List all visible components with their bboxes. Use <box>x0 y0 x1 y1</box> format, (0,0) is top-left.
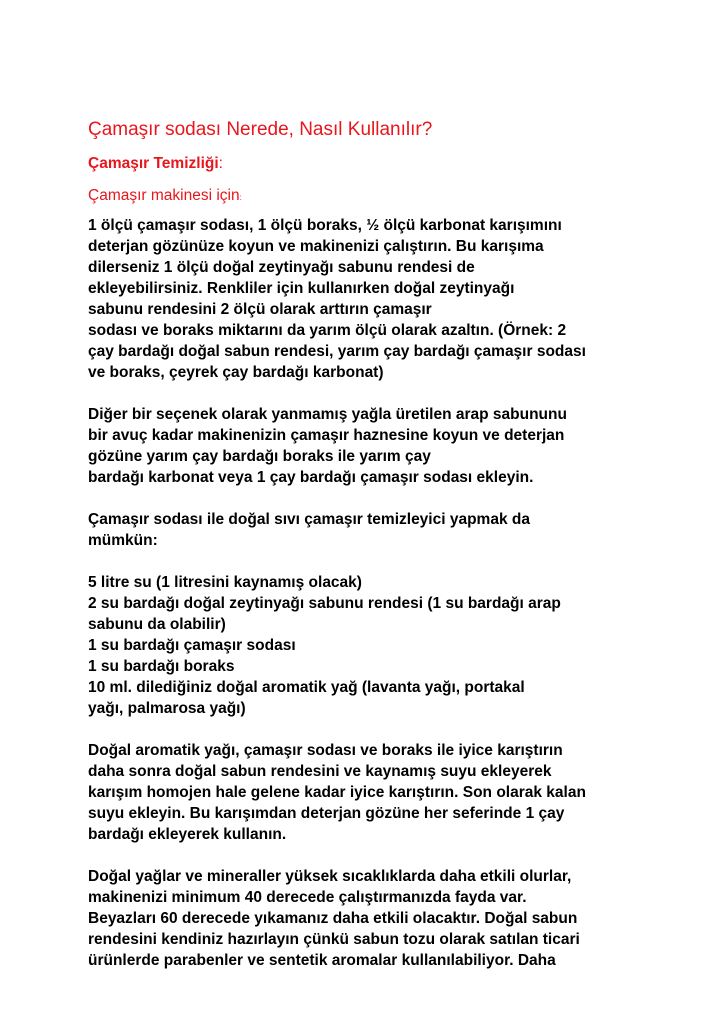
paragraph-line: ekleyebilirsiniz. Renkliler için kullanırken doğal zeytinyağı <box>88 280 515 297</box>
paragraph-line: mümkün: <box>88 532 158 549</box>
subsection-label-colon: : <box>239 193 242 202</box>
paragraph-line: Doğal aromatik yağı, çamaşır sodası ve boraks ile iyice karıştırın <box>88 742 563 759</box>
section-heading-text: Çamaşır Temizliği <box>88 155 219 172</box>
paragraph-line: çay bardağı doğal sabun rendesi, yarım çay bardağı çamaşır sodası <box>88 343 586 360</box>
paragraph-line: deterjan gözünüze koyun ve makinenizi çalıştırın. Bu karışıma <box>88 238 544 255</box>
paragraph-line: 5 litre su (1 litresini kaynamış olacak) <box>88 574 362 591</box>
paragraph-line: karışım homojen hale gelene kadar iyice karıştırın. Son olarak kalan <box>88 784 586 801</box>
section-heading-colon: : <box>218 155 223 172</box>
paragraph-line: dilerseniz 1 ölçü doğal zeytinyağı sabunu rendesi de <box>88 259 475 276</box>
paragraph-line: suyu ekleyin. Bu karışımdan deterjan gözüne her seferinde 1 çay <box>88 805 565 822</box>
paragraph-line: Doğal yağlar ve mineraller yüksek sıcaklıklarda daha etkili olurlar, <box>88 868 572 885</box>
paragraph-line: sabunu da olabilir) <box>88 616 226 633</box>
paragraph-line: ürünlerde parabenler ve sentetik aromalar kullanılabiliyor. Daha <box>88 952 556 969</box>
section-heading <box>88 154 708 174</box>
document-page <box>88 117 708 992</box>
paragraph <box>88 740 708 845</box>
paragraph <box>88 866 708 971</box>
paragraph-line: yağı, palmarosa yağı) <box>88 700 246 717</box>
paragraph-line: rendesini kendiniz hazırlayın çünkü sabun tozu olarak satılan ticari <box>88 931 580 948</box>
paragraph <box>88 215 708 383</box>
paragraph-line: sodası ve boraks miktarını da yarım ölçü olarak azaltın. (Örnek: 2 <box>88 322 567 339</box>
paragraph-line: 1 su bardağı boraks <box>88 658 235 675</box>
paragraph-line: bardağı ekleyerek kullanın. <box>88 826 287 843</box>
paragraph <box>88 404 708 488</box>
paragraph-line: ve boraks, çeyrek çay bardağı karbonat) <box>88 364 384 381</box>
page-title: Çamaşır sodası Nerede, Nasıl Kullanılır? <box>88 119 433 140</box>
paragraph-line: bir avuç kadar makinenizin çamaşır haznesine koyun ve deterjan <box>88 427 565 444</box>
paragraph <box>88 509 708 551</box>
paragraph <box>88 572 708 719</box>
subsection-label <box>88 186 708 208</box>
body-paragraphs <box>88 215 708 971</box>
paragraph-line: bardağı karbonat veya 1 çay bardağı çamaşır sodası ekleyin. <box>88 469 534 486</box>
paragraph-line: Diğer bir seçenek olarak yanmamış yağla üretilen arap sabununu <box>88 406 567 423</box>
paragraph-line: 1 su bardağı çamaşır sodası <box>88 637 296 654</box>
paragraph-line: Çamaşır sodası ile doğal sıvı çamaşır temizleyici yapmak da <box>88 511 530 528</box>
paragraph-line: Beyazları 60 derecede yıkamanız daha etkili olacaktır. Doğal sabun <box>88 910 578 927</box>
paragraph-line: sabunu rendesini 2 ölçü olarak arttırın çamaşır <box>88 301 432 318</box>
paragraph-line: 1 ölçü çamaşır sodası, 1 ölçü boraks, ½ ölçü karbonat karışımını <box>88 217 562 234</box>
paragraph-line: daha sonra doğal sabun rendesini ve kaynamış suyu ekleyerek <box>88 763 552 780</box>
paragraph-line: 2 su bardağı doğal zeytinyağı sabunu rendesi (1 su bardağı arap <box>88 595 561 612</box>
paragraph-line: 10 ml. dilediğiniz doğal aromatik yağ (lavanta yağı, portakal <box>88 679 525 696</box>
subsection-label-text: Çamaşır makinesi için <box>88 187 240 204</box>
paragraph-line: gözüne yarım çay bardağı boraks ile yarım çay <box>88 448 431 465</box>
paragraph-line: makinenizi minimum 40 derecede çalıştırmanızda fayda var. <box>88 889 527 906</box>
